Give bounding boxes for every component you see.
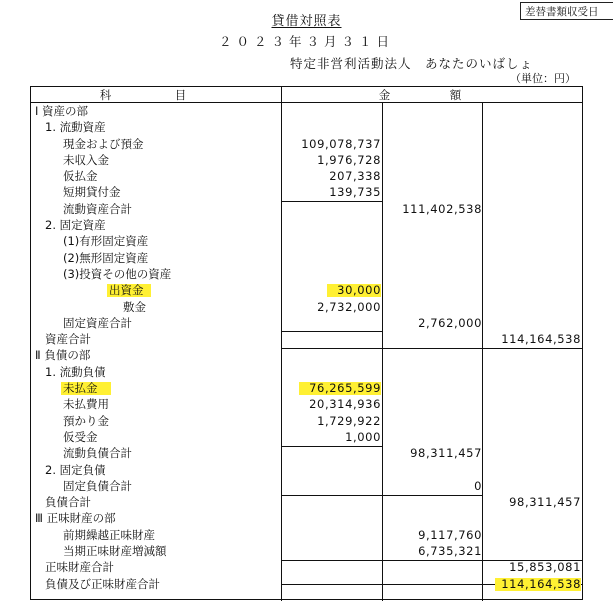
- amount-col2: 0: [474, 478, 482, 493]
- table-row: [31, 233, 582, 249]
- row-label: 出資金: [109, 283, 144, 298]
- row-label: (3)投資その他の資産: [63, 266, 172, 281]
- row-label: 資産合計: [45, 332, 91, 347]
- amount-col1: 1,729,922: [317, 413, 381, 428]
- table-body: [31, 103, 582, 592]
- row-label: 1. 流動資産: [45, 120, 106, 135]
- row-label: 未払金: [63, 381, 98, 396]
- row-label: 現金および預金: [63, 136, 144, 151]
- row-label: (1)有形固定資産: [63, 234, 149, 249]
- row-label: 短期貸付金: [63, 185, 121, 200]
- row-label: 仮受金: [63, 429, 98, 444]
- table-row: [31, 413, 582, 429]
- row-label: 未収入金: [63, 152, 109, 167]
- table-row: [31, 299, 582, 315]
- table-header: [31, 87, 582, 103]
- table-row: [31, 510, 582, 526]
- amount-col1: 2,732,000: [317, 299, 381, 314]
- table-row: [31, 250, 582, 266]
- row-label: (2)無形固定資産: [63, 250, 149, 265]
- table-row: [31, 266, 582, 282]
- row-label: 正味財産合計: [45, 560, 114, 575]
- amount-col2: 2,762,000: [418, 315, 482, 330]
- amount-col1: 109,078,737: [301, 136, 381, 151]
- row-label: 前期繰越正味財産: [63, 527, 155, 542]
- row-label: 仮払金: [63, 169, 98, 184]
- document-title: [0, 10, 613, 29]
- table-row: [31, 445, 582, 461]
- organization-name: 特定非営利活動法人 あなたのいばしょ: [290, 56, 534, 71]
- table-row: [31, 576, 582, 592]
- row-label: 固定負債合計: [63, 478, 132, 493]
- row-label: 当期正味財産増減額: [63, 544, 167, 559]
- amount-col2: 6,735,321: [418, 544, 482, 559]
- amount-col1: 1,976,728: [317, 152, 381, 167]
- table-row: [31, 380, 582, 396]
- table-row: [31, 462, 582, 478]
- table-row: [31, 217, 582, 233]
- table-row: [31, 364, 582, 380]
- table-row: [31, 201, 582, 217]
- table-row: [31, 396, 582, 412]
- table-row: [31, 331, 582, 347]
- amount-col2: 98,311,457: [410, 446, 482, 461]
- row-label: 流動資産合計: [63, 201, 132, 216]
- amount-col3: 114,164,538: [501, 576, 581, 591]
- header-item: 科 目: [99, 88, 213, 102]
- table-row: [31, 527, 582, 543]
- header-amount: 金 額: [378, 88, 486, 102]
- received-stamp: 差替書類収受日: [520, 2, 613, 20]
- row-label: 固定資産合計: [63, 315, 132, 330]
- table-row: [31, 103, 582, 119]
- table-row: [31, 478, 582, 494]
- row-label: Ⅰ 資産の部: [35, 104, 89, 118]
- table-row: [31, 119, 582, 135]
- unit-label: （単位：円）: [510, 72, 576, 85]
- row-label: 敷金: [123, 299, 146, 314]
- row-label: 負債合計: [45, 495, 91, 510]
- table-row: [31, 282, 582, 298]
- row-label: 2. 固定資産: [45, 218, 106, 233]
- amount-col1: 20,314,936: [309, 397, 381, 412]
- table-row: [31, 152, 582, 168]
- table-row: [31, 168, 582, 184]
- table-row: [31, 315, 582, 331]
- amount-col2: 111,402,538: [402, 201, 482, 216]
- amount-col1: 30,000: [337, 283, 381, 298]
- amount-col1: 139,735: [329, 185, 381, 200]
- row-label: 未払費用: [63, 397, 109, 412]
- title-text: 貸借対照表: [271, 14, 342, 29]
- table-row: [31, 136, 582, 152]
- amount-col2: 9,117,760: [418, 527, 482, 542]
- row-label: Ⅲ 正味財産の部: [35, 511, 116, 526]
- amount-col1: 1,000: [345, 429, 381, 444]
- amount-col3: 15,853,081: [509, 560, 581, 575]
- row-label: Ⅱ 負債の部: [35, 348, 91, 363]
- table-row: [31, 184, 582, 200]
- amount-col1: 207,338: [329, 169, 381, 184]
- row-label: 預かり金: [63, 413, 109, 428]
- table-row: [31, 347, 582, 363]
- amount-col1: 76,265,599: [309, 381, 381, 396]
- row-label: 1. 流動負債: [45, 364, 106, 379]
- balance-sheet-table: [30, 86, 583, 600]
- row-label: 2. 固定負債: [45, 462, 106, 477]
- document-date: ２０２３年３月３１日: [218, 34, 394, 49]
- table-row: [31, 494, 582, 510]
- table-row: [31, 543, 582, 559]
- table-row: [31, 429, 582, 445]
- row-label: 流動負債合計: [63, 446, 132, 461]
- row-label: 負債及び正味財産合計: [45, 576, 160, 591]
- amount-col3: 114,164,538: [501, 332, 581, 347]
- amount-col3: 98,311,457: [509, 495, 581, 510]
- table-row: [31, 559, 582, 575]
